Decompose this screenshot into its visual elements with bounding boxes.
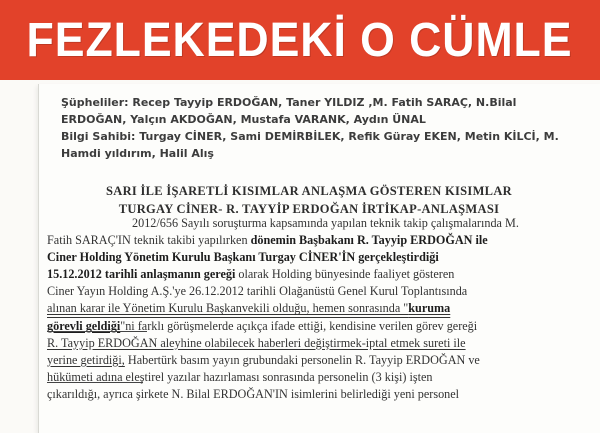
informants-line-2: Hamdi yıldırım, Halil Alış <box>61 147 214 160</box>
document-scan <box>38 84 600 433</box>
headline-title: FEZLEKEDEKİ O CÜMLE <box>27 13 573 67</box>
body-text: Habertürk basım yayın grubundaki personelin R. Tayyip ERDOĞAN ve <box>124 352 480 367</box>
body-text: Fatih SARAÇ'IN teknik takibi yapılırken <box>47 233 251 248</box>
handwritten-underline <box>47 331 147 332</box>
body-line-6 <box>47 300 562 317</box>
highlighted-phrase: görevli geldiği <box>47 318 121 333</box>
body-text: "ni farklı görüşmelerde açıkça ifade ettiği, kendisine verilen görev gereği <box>120 318 478 333</box>
section-caption <box>99 182 519 218</box>
body-line-4 <box>47 266 562 283</box>
body-text: alınan karar ile Yönetim Kurulu Başkanvekili olduğu, hemen sonrasında " <box>47 301 409 316</box>
body-line-9 <box>47 352 562 369</box>
body-line-7 <box>47 318 562 335</box>
headline-banner <box>0 0 600 80</box>
body-line-11: çıkarıldığı, ayrıca şirkete N. Bilal ERDOĞAN'IN isimlerini belirlediği yeni personel <box>47 386 460 401</box>
suspects-line-2: ERDOĞAN, Yalçın AKDOĞAN, Mustafa VARANK, Aydın ÜNAL <box>61 113 426 126</box>
highlighted-phrase: dönemin Başbakanı R. Tayyip ERDOĞAN ile <box>250 233 488 248</box>
body-line-5: Ciner Yayın Holding A.Ş.'ye 26.12.2012 tarihli Olağanüstü Genel Kurul Toplantısında <box>47 284 468 299</box>
suspects-line-1: Şüpheliler: Recep Tayyip ERDOĞAN, Taner YILDIZ ,M. Fatih SARAÇ, N.Bilal <box>61 96 517 109</box>
document-body <box>47 215 562 403</box>
body-line-10: hükümeti adına eleştirel yazılar hazırlaması sonrasında personelin (3 kişi) işten <box>47 369 433 384</box>
body-text: olarak Holding bünyesinde faaliyet gösteren <box>235 267 455 282</box>
highlighted-phrase: kuruma <box>408 301 451 316</box>
informants-line-1: Bilgi Sahibi: Turgay CİNER, Sami DEMİRBİLEK, Refik Güray EKEN, Metin KİLCİ, M. <box>61 130 559 143</box>
body-line-2 <box>47 232 562 249</box>
caption-line-2: TURGAY CİNER- R. TAYYİP ERDOĞAN İRTİKAP-ANLAŞMASI <box>118 202 500 216</box>
body-line-3: Ciner Holding Yönetim Kurulu Başkanı Turgay CİNER'İN gerçekleştirdiği <box>47 250 439 265</box>
underlined-phrase: yerine getirdiği, <box>47 352 125 367</box>
handwritten-underline <box>47 382 143 383</box>
highlighted-phrase: 15.12.2012 tarihli anlaşmanın gereği <box>47 267 236 282</box>
body-line-1: 2012/656 Sayılı soruşturma kapsamında yapılan teknik takip çalışmalarında M. <box>132 216 519 230</box>
caption-line-1: SARI İLE İŞARETLİ KISIMLAR ANLAŞMA GÖSTEREN KISIMLAR <box>106 184 512 198</box>
body-line-8: R. Tayyip ERDOĞAN aleyhine olabilecek haberleri değiştirmek-iptal etmek sureti ile <box>47 335 466 350</box>
suspects-header <box>61 94 581 162</box>
